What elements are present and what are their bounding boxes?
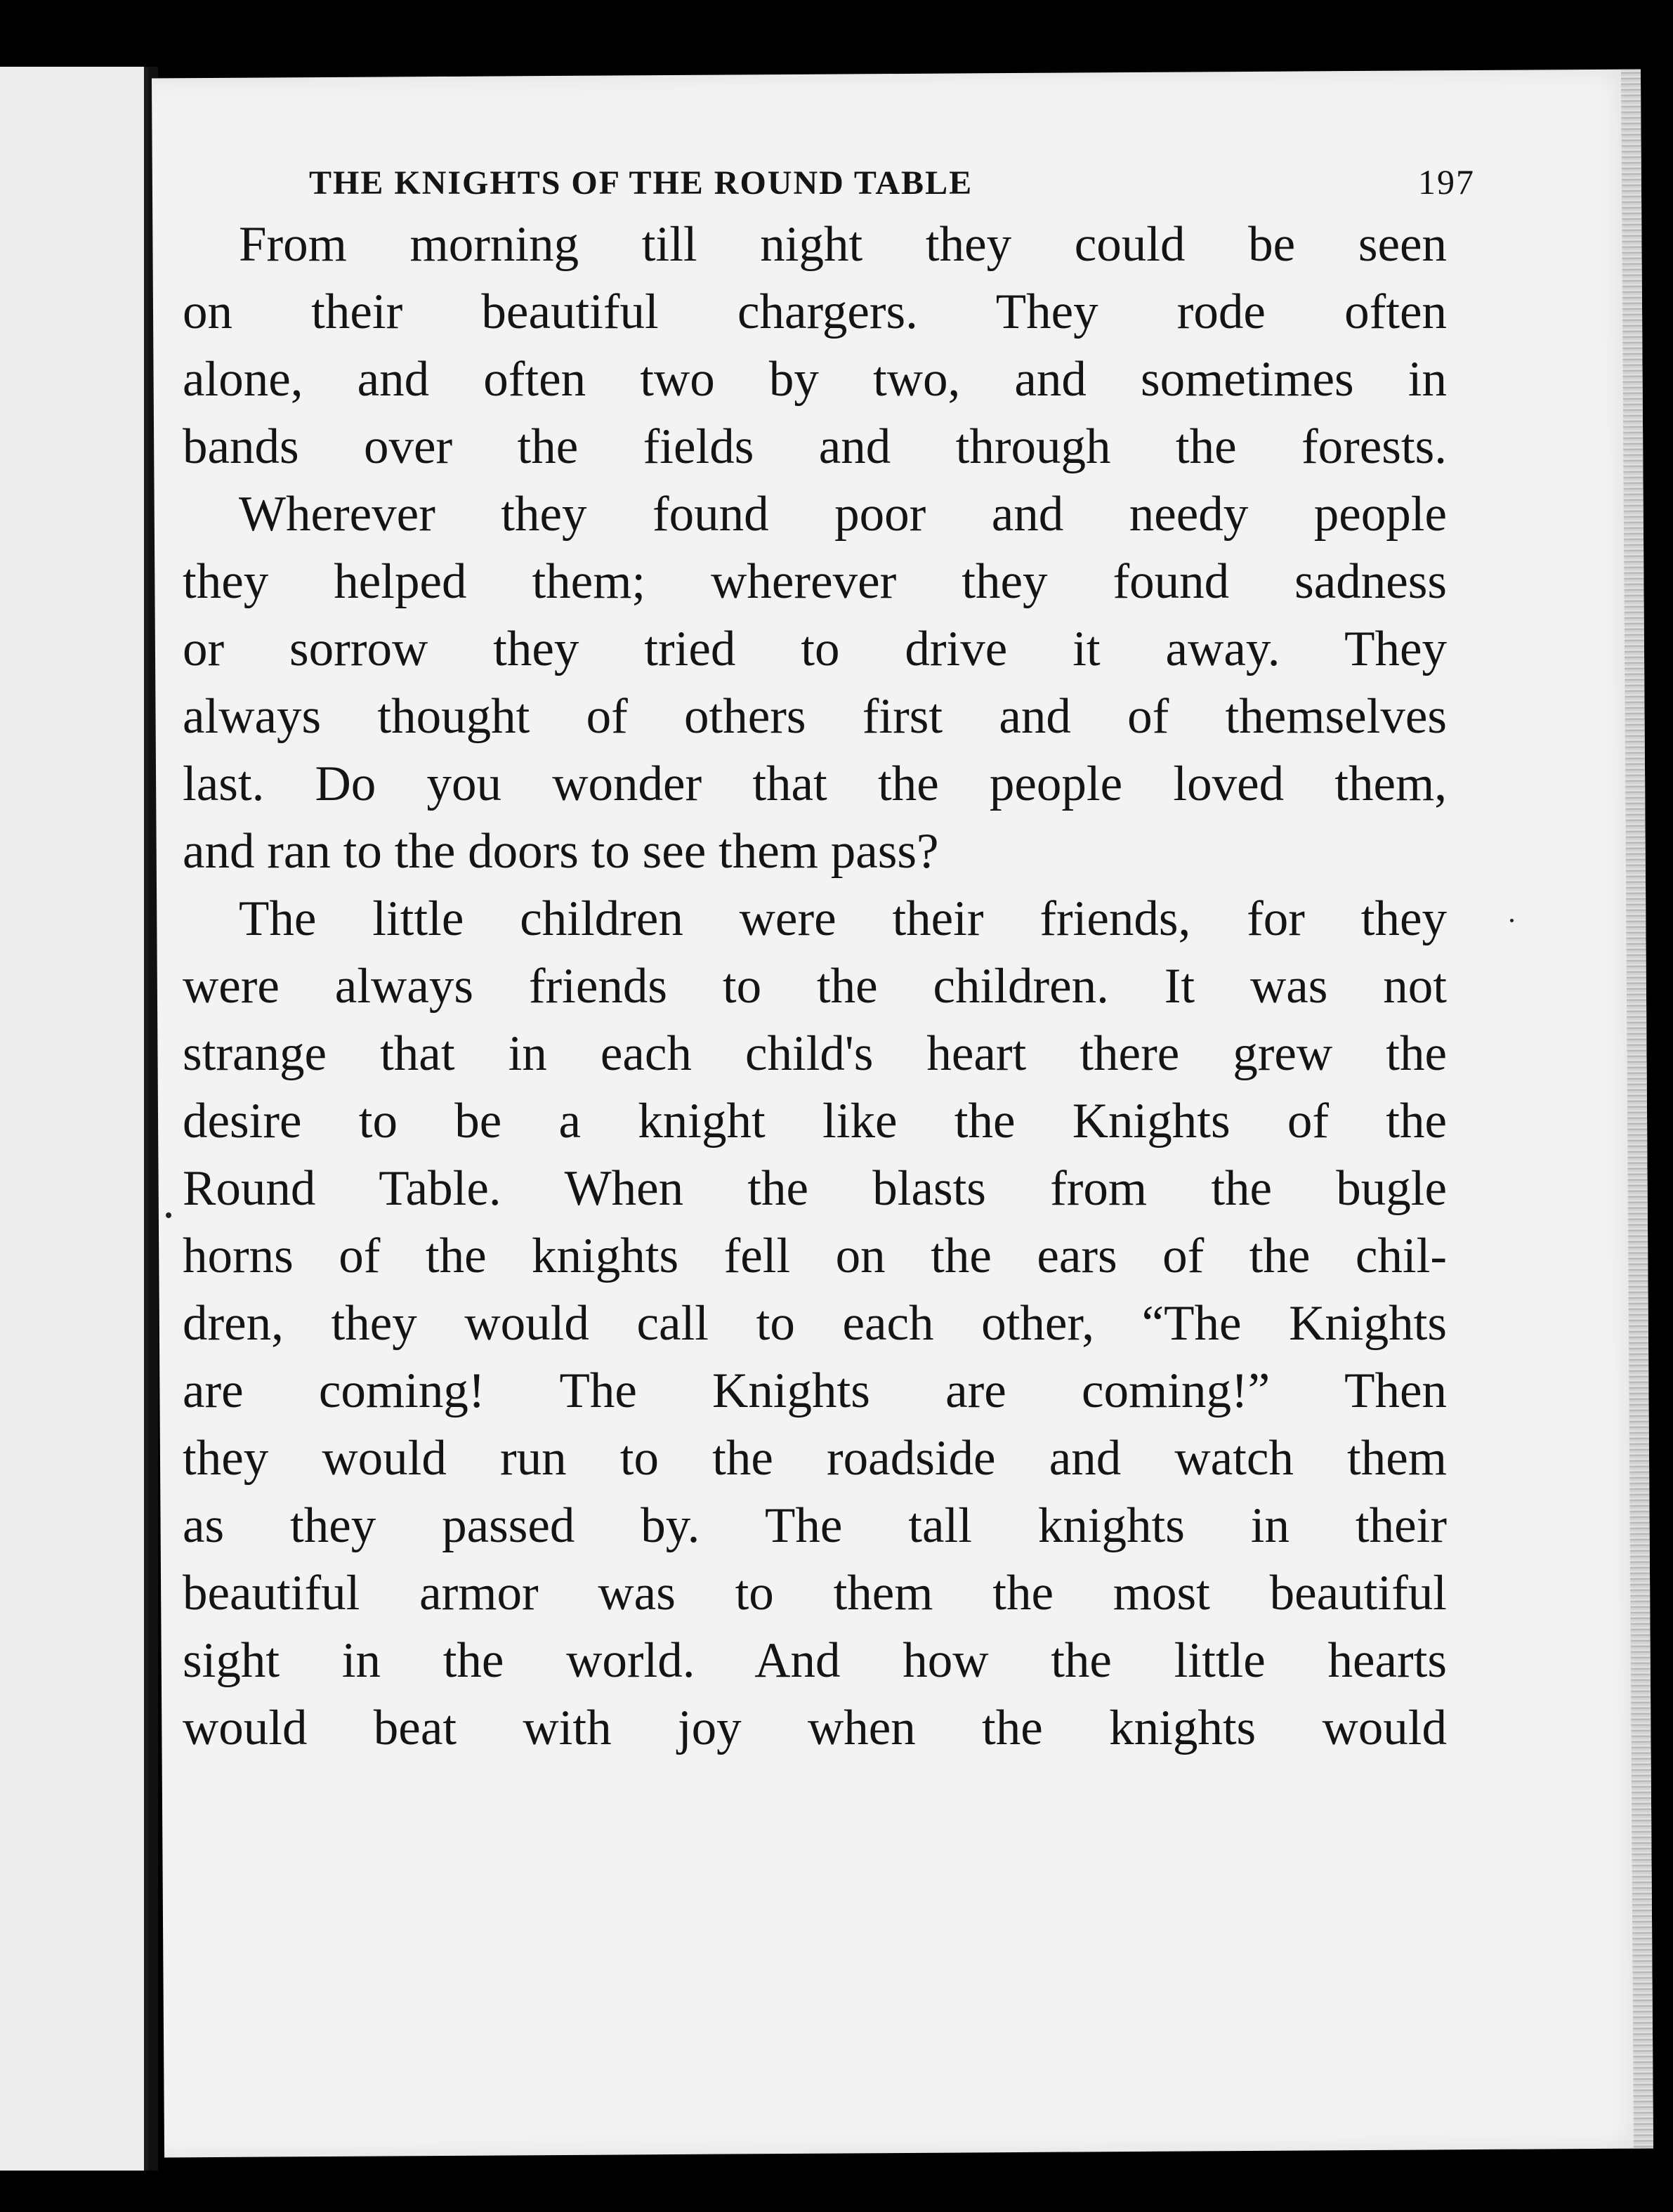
text-line: Wherever they found poor and needy people bbox=[239, 487, 1447, 542]
text-line: always thought of others first and of themselves bbox=[183, 689, 1447, 744]
paragraph-2 bbox=[183, 480, 1447, 885]
page-edge-shading bbox=[1621, 70, 1653, 2149]
text-line: strange that in each child's heart there grew the bbox=[183, 1026, 1447, 1081]
text-line: desire to be a knight like the Knights of the bbox=[183, 1094, 1447, 1148]
text-line: and ran to the doors to see them pass? bbox=[183, 824, 939, 879]
text-line: or sorrow they tried to drive it away. They bbox=[183, 622, 1447, 676]
text-line: bands over the fields and through the forests. bbox=[183, 419, 1447, 474]
text-line: The little children were their friends, for they bbox=[239, 891, 1447, 946]
text-line: alone, and often two by two, and sometimes in bbox=[183, 352, 1447, 407]
text-line: as they passed by. The tall knights in their bbox=[183, 1498, 1447, 1553]
text-line: last. Do you wonder that the people loved them, bbox=[183, 757, 1447, 811]
text-line: were always friends to the children. It was not bbox=[183, 959, 1447, 1014]
text-line: Round Table. When the blasts from the bugle bbox=[183, 1161, 1447, 1216]
text-line: From morning till night they could be seen bbox=[239, 217, 1447, 272]
running-head bbox=[309, 162, 1475, 211]
text-line: they would run to the roadside and watch them bbox=[183, 1431, 1447, 1486]
text-line: are coming! The Knights are coming!” Then bbox=[183, 1363, 1447, 1418]
paragraph-1 bbox=[183, 211, 1447, 480]
text-line: dren, they would call to each other, “The Knights bbox=[183, 1296, 1447, 1351]
page-number: 197 bbox=[1418, 162, 1475, 202]
body-text bbox=[183, 211, 1447, 1762]
text-line: sight in the world. And how the little hearts bbox=[183, 1633, 1447, 1688]
text-line: on their beautiful chargers. They rode often bbox=[183, 284, 1447, 339]
text-line: they helped them; wherever they found sadness bbox=[183, 554, 1447, 609]
text-line: would beat with joy when the knights would bbox=[183, 1701, 1447, 1755]
text-line: horns of the knights fell on the ears of the chil- bbox=[183, 1229, 1447, 1283]
paragraph-3 bbox=[183, 885, 1447, 1762]
text-line: beautiful armor was to them the most beautiful bbox=[183, 1566, 1447, 1621]
scan-speck bbox=[166, 1212, 171, 1218]
scan-speck bbox=[1510, 919, 1514, 922]
facing-page-edge bbox=[0, 67, 148, 2171]
running-head-title: THE KNIGHTS OF THE ROUND TABLE bbox=[309, 164, 973, 202]
